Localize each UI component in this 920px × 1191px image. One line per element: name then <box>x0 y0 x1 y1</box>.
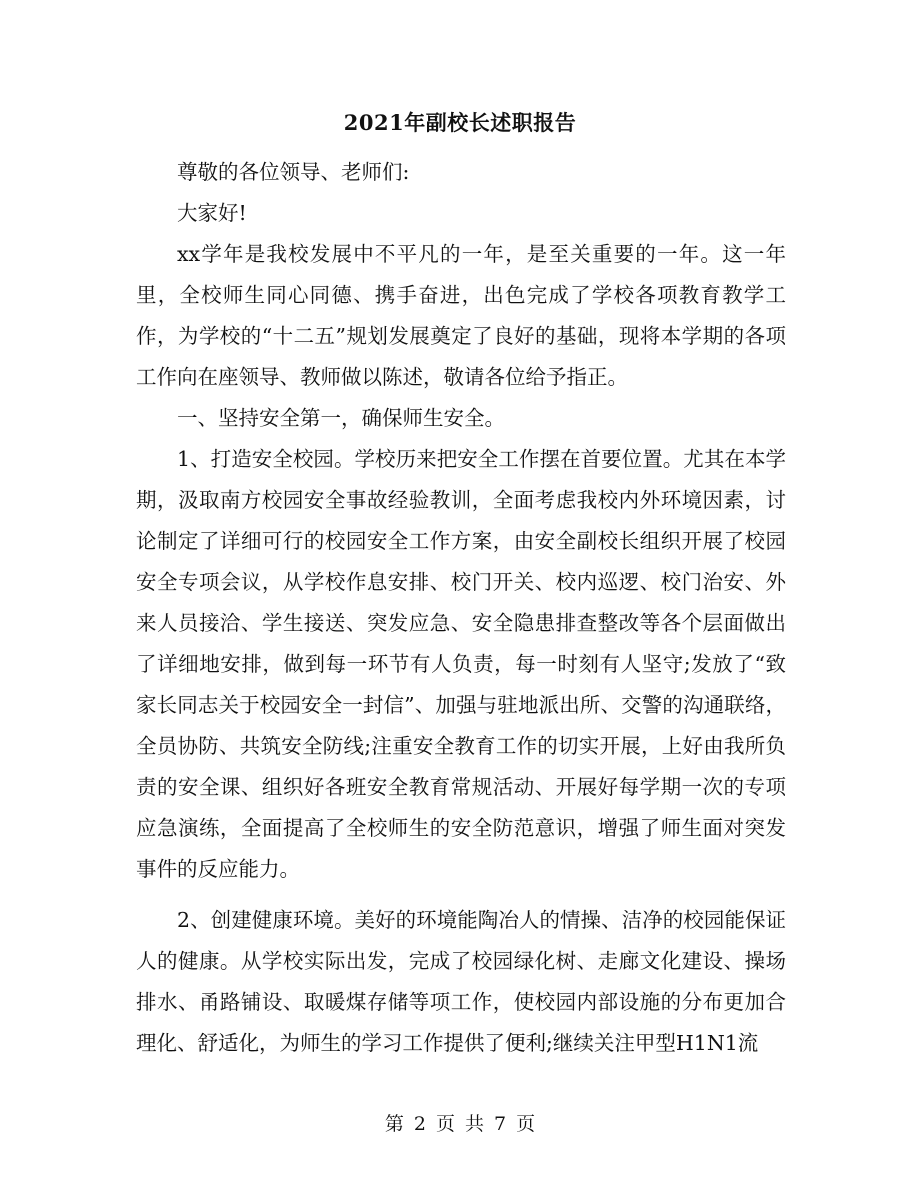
environment-paragraph: 2、创建健康环境。美好的环境能陶冶人的情操、洁净的校园能保证人的健康。从学校实际出发，完成了校园绿化树、走廊文化建设、操场排水、甬路铺设、取暖煤存储等项工作，使校园内部设施的分布更加合理化、舒适化，为师生的学习工作提供了便利;继续关注甲型H1N1流 <box>136 908 786 1055</box>
section-heading: 一、坚持安全第一，确保师生安全。 <box>177 406 505 430</box>
safety-paragraph: 1、打造安全校园。学校历来把安全工作摆在首要位置。尤其在本学期，汲取南方校园安全事故经验教训，全面考虑我校内外环境因素，讨论制定了详细可行的校园安全工作方案，由安全副校长组织开展了校园安全专项会议，从学校作息安排、校门开关、校内巡逻、校门治安、外来人员接洽、学生接送、突发应急、安全隐患排查整改等各个层面做出了详细地安排，做到每一环节有人负责，每一时刻有人坚守;发放了“致家长同志关于校园安全一封信”、加强与驻地派出所、交警的沟通联络，全员协防、共筑安全防线;注重安全教育工作的切实开展，上好由我所负责的安全课、组织好各班安全教育常规活动、开展好每学期一次的专项应急演练，全面提高了全校师生的安全防范意识，增强了师生面对突发事件的反应能力。 <box>136 447 786 881</box>
page-number-footer: 第 2 页 共 7 页 <box>384 1113 536 1135</box>
intro-paragraph: xx学年是我校发展中不平凡的一年，是至关重要的一年。这一年里，全校师生同心同德、携手奋进，出色完成了学校各项教育教学工作，为学校的“十二五”规划发展奠定了良好的基础，现将本学期的各项工作向在座领导、教师做以陈述，敬请各位给予指正。 <box>136 242 786 389</box>
salutation: 尊敬的各位领导、老师们: <box>177 160 410 184</box>
greeting: 大家好! <box>177 201 247 225</box>
document-title: 2021年副校长述职报告 <box>343 110 577 135</box>
document-body <box>136 152 786 1064</box>
